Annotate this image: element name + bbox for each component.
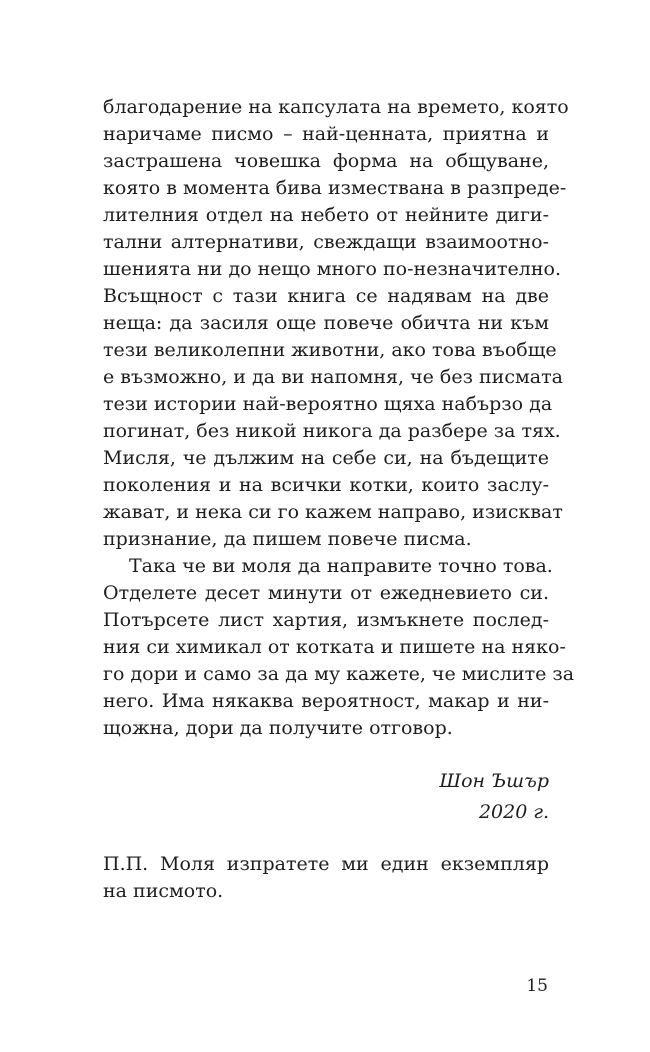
text-line: Потърсете лист хартия, измъкнете послед- [103,609,549,631]
text-line: щожна, дори да получите отговор. [103,717,453,739]
text-line: тези великолепни животни, ако това въобще [103,339,557,361]
text-line: го дори и само за да му кажете, че мислите за [103,663,575,685]
text-line: Мисля, че дължим на себе си, на бъдещите [103,447,549,469]
text-line: благодарение на капсулата на времето, която [103,96,569,118]
text-line: него. Има някаква вероятност, макар и ни- [103,690,549,712]
signature [439,766,549,828]
text-line: жават, и нека си го кажем направо, изискват [103,501,563,523]
text-line: лителния отдел на небето от нейните диги- [103,204,549,226]
page-number: 15 [526,976,548,996]
text-line: е възможно, и да ви напомня, че без писмата [103,366,563,388]
signature-author: Шон Ъшър [439,770,549,792]
text-line: наричаме писмо – най-ценната, приятна и [103,123,549,145]
text-line: тални алтернативи, свеждащи взаимоотно- [103,231,549,253]
postscript [103,851,549,905]
text-line: която в момента бива измествана в разпреде- [103,177,567,199]
text-line: застрашена човешка форма на общуване, [103,150,549,172]
signature-year: 2020 г. [478,801,549,823]
text-line: поколения и на всички котки, които заслу- [103,474,549,496]
paragraph-start-line: Така че ви моля да направите точно това. [129,555,553,577]
main-text [103,94,575,742]
postscript-line: на писмото. [103,880,224,902]
text-line: ния си химикал от котката и пишете на няко- [103,636,566,658]
postscript-line: П.П. Моля изпратете ми един екземпляр [103,853,549,875]
text-line: погинат, без никой никога да разбере за тях. [103,420,561,442]
text-line: тези истории най-вероятно щяха набързо да [103,393,553,415]
text-line: Отделете десет минути от ежедневието си. [103,582,549,604]
text-line: Всъщност с тази книга се надявам на две [103,285,549,307]
text-line: признание, да пишем повече писма. [103,528,472,550]
text-line: шенията ни до нещо много по-незначително. [103,258,561,280]
text-line: неща: да засиля още повече обичта ни към [103,312,549,334]
